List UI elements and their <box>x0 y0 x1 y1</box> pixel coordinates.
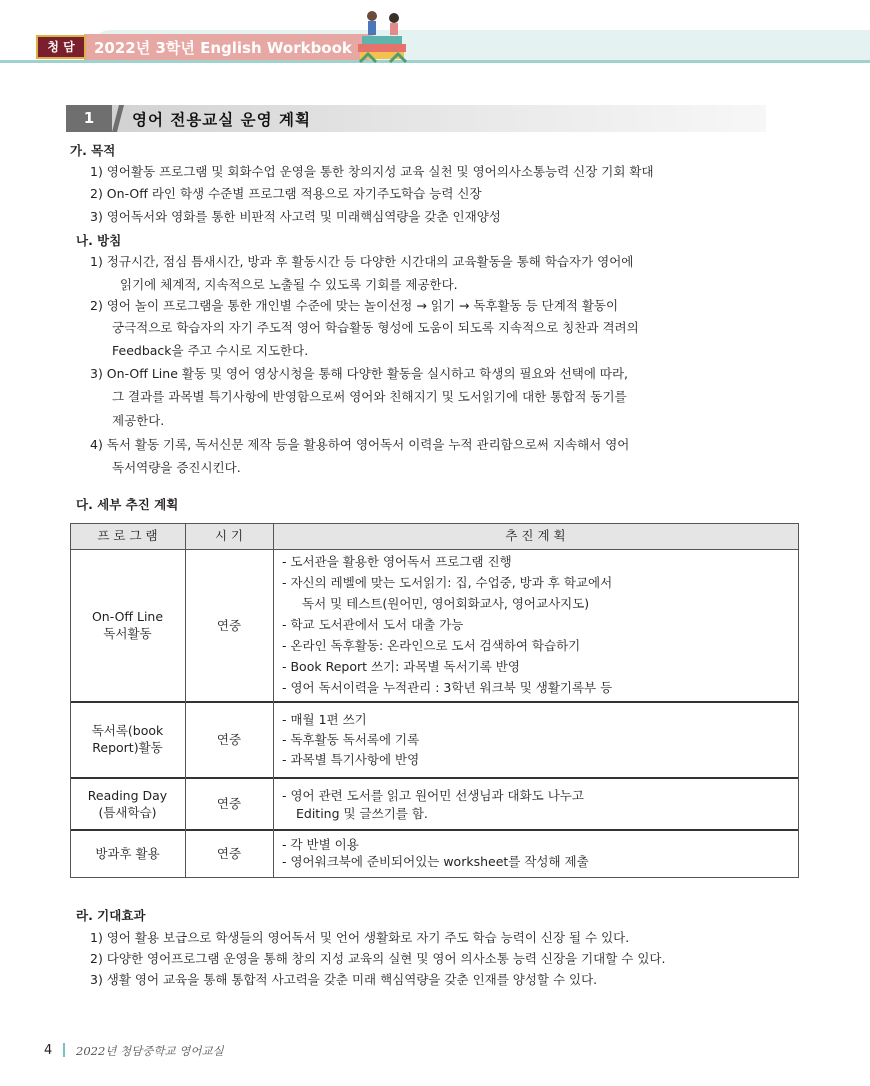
table-border <box>70 523 799 524</box>
effect-item: 1) 영어 활용 보급으로 학생들의 영어독서 및 언어 생활화로 자기 주도 학습 능력이 신장 될 수 있다. <box>90 930 630 945</box>
program-cell: 방과후 활용 <box>95 846 160 861</box>
plan-line: 독서 및 테스트(원어민, 영어회화교사, 영어교사지도) <box>302 596 590 611</box>
plan-line: - 영어 관련 도서를 읽고 원어민 선생님과 대화도 나누고 <box>282 788 584 803</box>
plan-line: - 도서관을 활용한 영어독서 프로그램 진행 <box>282 554 512 569</box>
period-cell: 연중 <box>216 846 242 861</box>
table-border <box>70 701 799 703</box>
program-cell: Reading Day <box>87 788 168 803</box>
plan-heading: 다. 세부 추진 계획 <box>76 497 179 512</box>
policy-line: 1) 정규시간, 점심 틈새시간, 방과 후 활동시간 등 다양한 시간대의 교육활동을 통해 학습자가 영어에 <box>90 254 634 269</box>
table-border <box>70 777 799 779</box>
plan-line: - 자신의 레벨에 맞는 도서읽기: 집, 수업중, 방과 후 학교에서 <box>282 575 613 590</box>
table-border <box>70 829 799 831</box>
column-header: 프 로 그 램 <box>97 528 158 543</box>
period-cell: 연중 <box>216 796 242 811</box>
policy-line: 제공한다. <box>112 413 165 428</box>
period-cell: 연중 <box>216 732 242 747</box>
purpose-heading: 가. 목적 <box>70 143 116 158</box>
table-border <box>798 523 799 878</box>
purpose-item: 2) On-Off 라인 학생 수준별 프로그램 적용으로 자기주도학습 능력 신장 <box>90 186 482 201</box>
policy-line: 궁극적으로 학습자의 자기 주도적 영어 학습활동 형성에 도움이 되도록 지속적으로 칭찬과 격려의 <box>112 320 639 335</box>
table-border <box>70 549 799 550</box>
policy-line: 그 결과를 과목별 특기사항에 반영함으로써 영어와 친해지기 및 도서읽기에 대한 통합적 동기를 <box>112 389 627 404</box>
policy-line: 4) 독서 활동 기록, 독서신문 제작 등을 활용하여 영어독서 이력을 누적 관리함으로써 지속해서 영어 <box>90 437 630 452</box>
plan-line: Editing 및 글쓰기를 함. <box>296 806 428 821</box>
policy-line: 3) On-Off Line 활동 및 영어 영상시청을 통해 다양한 활동을 실시하고 학생의 필요와 선택에 따라, <box>90 366 629 381</box>
table-border <box>273 523 274 878</box>
page-number: 4 <box>44 1043 53 1058</box>
policy-line: 2) 영어 놀이 프로그램을 통한 개인별 수준에 맞는 놀이선정 → 읽기 → 독후활동 등 단계적 활동이 <box>90 298 619 313</box>
policy-line: 독서역량을 증진시킨다. <box>112 460 241 475</box>
plan-line: - 영어워크북에 준비되어있는 worksheet를 작성해 제출 <box>282 854 589 869</box>
section-title: 영어 전용교실 운영 계획 <box>132 111 311 129</box>
column-header: 추 진 계 획 <box>505 528 566 543</box>
effect-item: 3) 생활 영어 교육을 통해 통합적 사고력을 갖춘 미래 핵심역량을 갖춘 인재를 양성할 수 있다. <box>90 972 598 987</box>
plan-line: - 독후활동 독서록에 기록 <box>282 732 420 747</box>
effect-item: 2) 다양한 영어프로그램 운영을 통해 창의 지성 교육의 실현 및 영어 의사소통 능력 신장을 기대할 수 있다. <box>90 951 666 966</box>
footer-note: 2022년 청담중학교 영어교실 <box>76 1044 224 1058</box>
column-header: 시 기 <box>214 528 244 543</box>
program-cell: 독서록(book <box>91 723 164 738</box>
policy-line: Feedback을 주고 수시로 지도한다. <box>112 343 309 358</box>
footer-divider <box>63 1043 65 1057</box>
purpose-item: 3) 영어독서와 영화를 통한 비판적 사고력 및 미래핵심역량을 갖춘 인재양성 <box>90 209 501 224</box>
table-border <box>70 523 71 878</box>
policy-line: 읽기에 체계적, 지속적으로 노출될 수 있도록 기회를 제공한다. <box>120 277 458 292</box>
section-number: 1 <box>66 105 112 132</box>
table-border <box>70 877 799 878</box>
plan-line: - 과목별 특기사항에 반영 <box>282 752 420 767</box>
students-books-icon <box>350 4 416 64</box>
table-border <box>185 523 186 878</box>
program-cell: On-Off Line <box>91 609 164 624</box>
header-rule <box>0 60 870 63</box>
plan-line: - 학교 도서관에서 도서 대출 가능 <box>282 617 464 632</box>
effect-heading: 라. 기대효과 <box>76 908 146 923</box>
plan-line: - Book Report 쓰기: 과목별 독서기록 반영 <box>282 659 520 674</box>
program-cell: 독서활동 <box>103 626 152 641</box>
plan-line: - 각 반별 이용 <box>282 837 359 852</box>
program-cell: (틈새학습) <box>98 805 157 820</box>
school-badge: 청 담 <box>36 35 86 59</box>
purpose-item: 1) 영어활동 프로그램 및 회화수업 운영을 통한 창의지성 교육 실천 및 영어의사소통능력 신장 기회 확대 <box>90 164 654 179</box>
plan-line: - 온라인 독후활동: 온라인으로 도서 검색하여 학습하기 <box>282 638 581 653</box>
program-cell: Report)활동 <box>92 740 163 755</box>
workbook-title: 2022년 3학년 English Workbook <box>94 39 352 57</box>
plan-line: - 영어 독서이력을 누적관리 : 3학년 워크북 및 생활기록부 등 <box>282 680 613 695</box>
plan-line: - 매월 1편 쓰기 <box>282 712 367 727</box>
slash-divider <box>112 105 124 132</box>
policy-heading: 나. 방침 <box>76 233 122 248</box>
period-cell: 연중 <box>216 618 242 633</box>
